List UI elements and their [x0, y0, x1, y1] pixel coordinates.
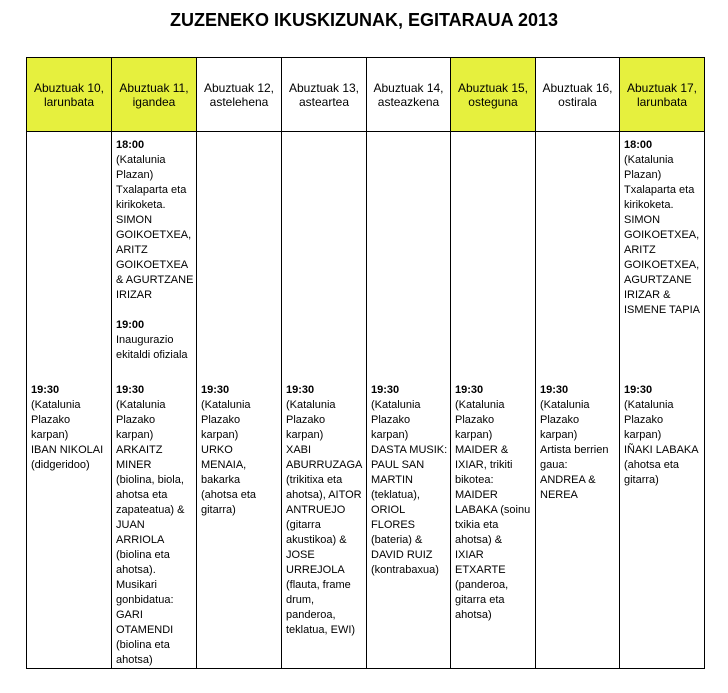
event-line: MARTIN	[371, 474, 413, 486]
event-line: GOIKOETXEA,	[116, 229, 192, 241]
event-line: (trikitixa eta	[286, 474, 343, 486]
event-line: Plazako	[455, 414, 495, 426]
day-cell-aug11	[112, 132, 197, 669]
event-time: 19:00	[116, 319, 145, 331]
event-line: (ahotsa eta	[624, 459, 680, 471]
day-weekday: osteguna	[468, 94, 518, 109]
event-line: PAUL SAN	[371, 459, 425, 471]
event-time: 19:30	[31, 384, 60, 396]
event-line: gaua:	[540, 459, 568, 471]
event-line: Plazako	[371, 414, 411, 426]
event-line: Artista berrien	[540, 444, 609, 456]
event-line: (Katalunia	[116, 399, 166, 411]
day-weekday: larunbata	[636, 94, 688, 109]
event-line: GARI	[116, 609, 143, 621]
event-line: kirikoketa.	[624, 199, 674, 211]
event-line: (biolina eta	[116, 549, 170, 561]
event-line: gitarra)	[624, 474, 659, 486]
event-line: ahotsa), AITOR	[286, 489, 362, 501]
event-line: ahotsa).	[116, 564, 156, 576]
event-line: (Katalunia	[540, 399, 590, 411]
day-weekday: ostirala	[558, 94, 597, 109]
day-cell-aug15	[451, 132, 536, 669]
event-line: OTAMENDI	[116, 624, 174, 636]
event-line: IRIZAR	[116, 289, 153, 301]
event-line: GOIKOETXEA,	[624, 229, 700, 241]
event-block	[116, 318, 194, 363]
event-line: DAVID RUIZ	[371, 549, 433, 561]
day-date: Abuztuak 16,	[542, 80, 613, 95]
event-line: Plazan)	[116, 169, 154, 181]
event-line: txikia eta	[455, 519, 499, 531]
day-weekday: igandea	[132, 94, 176, 109]
event-line: ahotsa)	[116, 654, 153, 666]
event-line: karpan)	[540, 429, 578, 441]
event-line: zapateatua) &	[116, 504, 185, 516]
event-line: ORIOL FLORES	[371, 504, 416, 531]
event-block	[286, 383, 364, 638]
event-line: IXIAR, trikiti	[455, 459, 513, 471]
event-line: (Katalunia	[201, 399, 251, 411]
event-line: (biolina eta	[116, 639, 170, 651]
event-line: Plazan)	[624, 169, 662, 181]
event-line: XABI	[286, 444, 312, 456]
day-header-aug16	[536, 58, 620, 132]
header-row	[27, 58, 705, 132]
event-line: Musikari	[116, 579, 157, 591]
event-line: (gitarra	[286, 519, 321, 531]
event-line: gitarra)	[201, 504, 236, 516]
event-line: (didgeridoo)	[31, 459, 90, 471]
event-line: Plazako	[624, 414, 664, 426]
event-line: teklatua, EWI)	[286, 624, 356, 636]
event-time: 19:30	[371, 384, 400, 396]
event-line: (Katalunia	[286, 399, 336, 411]
event-line: bikotea:	[455, 474, 494, 486]
event-line: Txalaparta eta	[116, 184, 187, 196]
event-line: karpan)	[31, 429, 69, 441]
event-line: karpan)	[455, 429, 493, 441]
day-header-aug12	[197, 58, 282, 132]
event-line: Plazako	[31, 414, 71, 426]
day-header-aug14	[367, 58, 451, 132]
event-line: URKO	[201, 444, 233, 456]
day-date: Abuztuak 14,	[373, 80, 444, 95]
event-time: 19:30	[624, 384, 653, 396]
day-date: Abuztuak 17,	[626, 80, 698, 95]
day-weekday: asteartea	[298, 94, 350, 109]
event-line: akustikoa) &	[286, 534, 347, 546]
event-line: ISMENE TAPIA	[624, 304, 701, 316]
day-cell-aug12	[197, 132, 282, 669]
event-time: 19:30	[201, 384, 230, 396]
day-header-aug10	[27, 58, 112, 132]
event-line: (Katalunia	[371, 399, 421, 411]
event-line: ahotsa) &	[455, 534, 503, 546]
event-line: gitarra eta	[455, 594, 505, 606]
event-line: (Katalunia	[116, 154, 166, 166]
day-date: Abuztuak 15,	[457, 80, 529, 95]
events-row	[27, 132, 705, 669]
event-block	[31, 383, 109, 473]
event-line: URREJOLA	[286, 564, 345, 576]
event-block	[624, 383, 702, 488]
event-line: (Katalunia	[624, 399, 674, 411]
event-line: Inaugurazio	[116, 334, 174, 346]
event-line: MINER	[116, 459, 152, 471]
event-line: ABURRUZAGA	[286, 459, 363, 471]
event-block	[201, 383, 279, 518]
event-line: (Katalunia	[455, 399, 505, 411]
event-line: ARKAITZ	[116, 444, 163, 456]
event-line: AGURTZANE	[624, 274, 692, 286]
event-line: Plazako	[201, 414, 241, 426]
event-line: ARITZ	[624, 244, 656, 256]
event-block	[540, 383, 617, 503]
event-group	[116, 138, 194, 363]
event-time: 18:00	[116, 139, 145, 151]
event-line: MAIDER	[455, 489, 498, 501]
event-block	[116, 383, 194, 668]
schedule-table	[26, 57, 705, 669]
event-line: Plazako	[540, 414, 580, 426]
event-time: 19:30	[455, 384, 484, 396]
day-weekday: astelehena	[209, 94, 269, 109]
event-line: (Katalunia	[31, 399, 81, 411]
event-line: (kontrabaxua)	[371, 564, 439, 576]
event-line: JUAN ARRIOLA	[116, 519, 165, 546]
event-line: Plazako	[116, 414, 156, 426]
event-line: MAIDER &	[455, 444, 509, 456]
event-line: & AGURTZANE	[116, 274, 194, 286]
day-header-aug15	[451, 58, 536, 132]
event-line: (Katalunia	[624, 154, 674, 166]
day-weekday: larunbata	[43, 94, 95, 109]
event-line: drum,	[286, 594, 315, 606]
event-line: karpan)	[286, 429, 324, 441]
day-header-aug13	[282, 58, 367, 132]
page-title: ZUZENEKO IKUSKIZUNAK, EGITARAUA 2013	[169, 10, 559, 30]
event-line: (bateria) &	[371, 534, 423, 546]
event-line: ANTRUEJO	[286, 504, 346, 516]
event-line: GOIKOETXEA	[116, 259, 189, 271]
event-line: (panderoa,	[455, 579, 509, 591]
day-date: Abuztuak 13,	[288, 80, 360, 95]
event-line: (teklatua),	[371, 489, 420, 501]
event-line: JOSE	[286, 549, 315, 561]
event-line: DASTA MUSIK:	[371, 444, 448, 456]
event-line: Txalaparta eta	[624, 184, 695, 196]
event-line: IÑAKI LABAKA	[624, 444, 699, 456]
event-line: GOIKOETXEA,	[624, 259, 700, 271]
day-header-aug17	[620, 58, 705, 132]
event-line: bakarka	[201, 474, 241, 486]
event-line: MENAIA,	[201, 459, 247, 471]
event-time: 19:30	[540, 384, 569, 396]
event-block	[371, 383, 448, 578]
event-line: NEREA	[540, 489, 578, 501]
event-line: IXIAR ETXARTE	[455, 549, 506, 576]
event-line: ahotsa)	[455, 609, 492, 621]
day-weekday: asteazkena	[377, 94, 440, 109]
day-cell-aug14	[367, 132, 451, 669]
event-line: ekitaldi ofiziala	[116, 349, 188, 361]
event-line: kirikoketa.	[116, 199, 166, 211]
day-cell-aug13	[282, 132, 367, 669]
day-cell-aug10	[27, 132, 112, 669]
event-line: Plazako	[286, 414, 326, 426]
day-cell-aug17	[620, 132, 705, 669]
day-date: Abuztuak 10,	[33, 80, 105, 95]
day-header-aug11	[112, 58, 197, 132]
event-line: ARITZ	[116, 244, 148, 256]
event-block	[624, 138, 702, 318]
event-line: karpan)	[201, 429, 239, 441]
event-time: 19:30	[286, 384, 315, 396]
day-date: Abuztuak 11,	[119, 80, 189, 95]
day-date: Abuztuak 12,	[203, 80, 275, 95]
event-line: ahotsa eta	[116, 489, 168, 501]
event-line: (biolina, biola,	[116, 474, 184, 486]
event-line: karpan)	[371, 429, 409, 441]
event-line: SIMON	[116, 214, 153, 226]
event-line: SIMON	[624, 214, 661, 226]
event-line: (flauta, frame	[286, 579, 351, 591]
event-block	[116, 138, 194, 303]
event-line: ANDREA &	[540, 474, 596, 486]
event-line: karpan)	[624, 429, 662, 441]
event-line: LABAKA (soinu	[455, 504, 531, 516]
event-time: 18:00	[624, 139, 653, 151]
event-line: IBAN NIKOLAI	[31, 444, 104, 456]
event-line: panderoa,	[286, 609, 336, 621]
event-line: IRIZAR &	[624, 289, 671, 301]
event-line: gonbidatua:	[116, 594, 174, 606]
event-line: (ahotsa eta	[201, 489, 257, 501]
event-time: 19:30	[116, 384, 145, 396]
event-block	[455, 383, 533, 623]
event-line: karpan)	[116, 429, 154, 441]
day-cell-aug16	[536, 132, 620, 669]
